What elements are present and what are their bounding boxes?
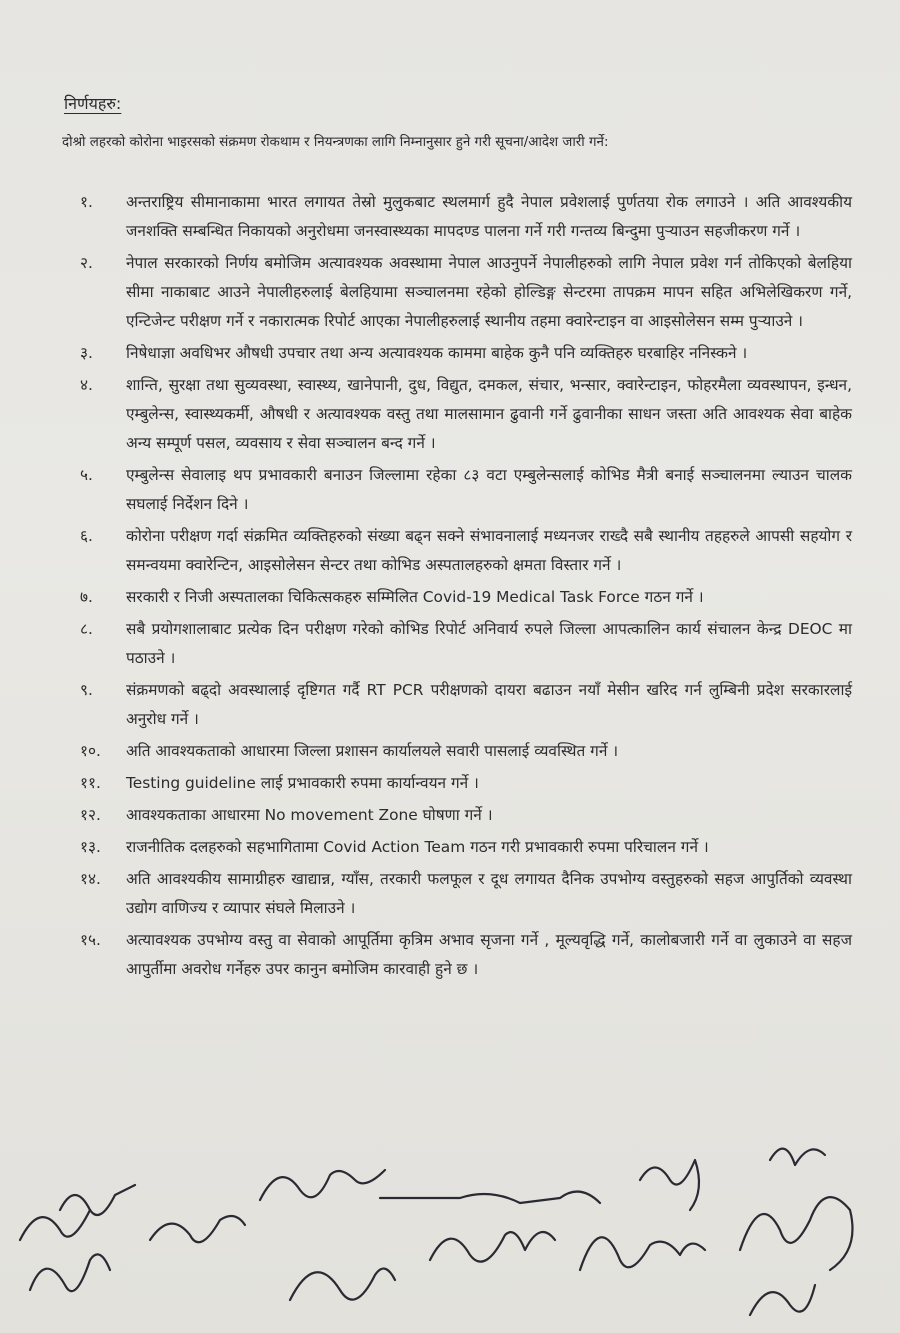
signature-2 bbox=[60, 1185, 135, 1215]
decision-text: अति आवश्यकताको आधारमा जिल्ला प्रशासन कार्यालयले सवारी पासलाई व्यवस्थित गर्ने । bbox=[126, 742, 619, 760]
decision-item bbox=[62, 249, 852, 336]
decision-number: ३. bbox=[80, 344, 93, 362]
decision-item bbox=[62, 522, 852, 580]
signature-5 bbox=[290, 1269, 395, 1300]
decision-number: ४. bbox=[80, 376, 93, 394]
decision-number: १३. bbox=[80, 838, 101, 856]
decision-number: १५. bbox=[80, 931, 101, 949]
decision-number: ११. bbox=[80, 774, 101, 792]
decision-number: ९. bbox=[80, 681, 93, 699]
signature-9 bbox=[640, 1160, 699, 1210]
signature-11 bbox=[770, 1149, 825, 1165]
decision-text: Testing guideline लाई प्रभावकारी रुपमा कार्यान्वयन गर्ने । bbox=[126, 774, 479, 792]
decision-text: सरकारी र निजी अस्पतालका चिकित्सकहरु सम्मिलित Covid-19 Medical Task Force गठन गर्ने । bbox=[126, 588, 704, 606]
decision-item bbox=[62, 339, 852, 368]
decision-number: ८. bbox=[80, 620, 93, 638]
decision-text: एम्बुलेन्स सेवालाइ थप प्रभावकारी बनाउन जिल्लामा रहेका ८३ वटा एम्बुलेन्सलाई कोभिड मैत्री बनाई सञ्चालनमा ल्याउन चालक सघलाई निर्देशन दिने । bbox=[126, 466, 852, 513]
signature-4 bbox=[260, 1170, 385, 1200]
decision-text: संक्रमणको बढ्दो अवस्थालाई दृष्टिगत गर्दै RT PCR परीक्षणको दायरा बढाउन नयाँ मेसीन खरिद गर्न लुम्बिनी प्रदेश सरकारलाई अनुरोध गर्ने । bbox=[126, 681, 852, 728]
decision-text: आवश्यकताका आधारमा No movement Zone घोषणा गर्ने । bbox=[126, 806, 493, 824]
decision-list bbox=[62, 188, 852, 987]
decision-item bbox=[62, 865, 852, 923]
decision-text: अन्तराष्ट्रिय सीमानाकामा भारत लगायत तेस्रो मुलुकबाट स्थलमार्ग हुदै नेपाल प्रवेशलाई पुर्णतया रोक लगाउने । अति आवश्यकीय जनशक्ति सम्बन्धित निकायको अनुरोधमा जनस्वास्थ्यका मापदण्ड पालना गर्ने गरी गन्तव्य बिन्दुमा पुर्‍याउन सहजीकरण गर्ने । bbox=[126, 193, 852, 240]
decision-item bbox=[62, 676, 852, 734]
signature-6 bbox=[380, 1192, 600, 1203]
signature-7 bbox=[430, 1232, 555, 1262]
intro-paragraph: दोश्रो लहरको कोरोना भाइरसको संक्रमण रोकथाम र नियन्त्रणका लागि निम्नानुसार हुने गरी सूचना/आदेश जारी गर्ने: bbox=[62, 135, 609, 150]
decision-number: २. bbox=[80, 254, 93, 272]
decision-item bbox=[62, 769, 852, 798]
decision-number: ५. bbox=[80, 466, 93, 484]
decision-text: कोरोना परीक्षण गर्दा संक्रमित व्यक्तिहरुको संख्या बढ्न सक्ने संभावनालाई मध्यनजर राख्दै सबै स्थानीय तहहरुले आपसी सहयोग र समन्वयमा क्वारेन्टिन, आइसोलेसन सेन्टर तथा कोभिड अस्पतालहरुको क्षमता विस्तार गर्ने । bbox=[126, 527, 852, 574]
decision-number: ७. bbox=[80, 588, 93, 606]
decision-number: १. bbox=[80, 193, 93, 211]
decisions-heading: निर्णयहरु: bbox=[64, 94, 122, 113]
signature-10 bbox=[740, 1197, 853, 1270]
decision-text: सबै प्रयोगशालाबाट प्रत्येक दिन परीक्षण गरेको कोभिड रिपोर्ट अनिवार्य रुपले जिल्ला आपत्कालिन कार्य संचालन केन्द्र DEOC मा पठाउने । bbox=[126, 620, 852, 667]
decision-text: नेपाल सरकारको निर्णय बमोजिम अत्यावश्यक अवस्थामा नेपाल आउनुपर्ने नेपालीहरुको लागि नेपाल प्रवेश गर्न तोकिएको बेलहिया सीमा नाकाबाट आउने नेपालीहरुलाई बेलहियामा सञ्चालनमा रहेको होल्डिङ्ग सेन्टरमा तापक्रम मापन सहित अभिलेखिकरण गर्ने, एन्टिजेन्ट परीक्षण गर्ने र नकारात्मक रिपोर्ट आएका नेपालीहरुलाई स्थानीय तहमा क्वारेन्टाइन वा आइसोलेसन सम्म पुर्‍याउने । bbox=[126, 254, 852, 330]
decision-item bbox=[62, 833, 852, 862]
decision-item bbox=[62, 615, 852, 673]
decision-item bbox=[62, 583, 852, 612]
decision-text: निषेधाज्ञा अवधिभर औषधी उपचार तथा अन्य अत्यावश्यक काममा बाहेक कुनै पनि व्यक्तिहरु घरबाहिर ननिस्कने । bbox=[126, 344, 748, 362]
signatures bbox=[0, 1140, 900, 1333]
decision-number: १२. bbox=[80, 806, 101, 824]
signature-8 bbox=[580, 1237, 705, 1270]
decision-text: अत्यावश्यक उपभोग्य वस्तु वा सेवाको आपूर्तिमा कृत्रिम अभाव सृजना गर्ने , मूल्यवृद्धि गर्ने, कालोबजारी गर्ने वा लुकाउने वा सहज आपुर्तीमा अवरोध गर्नेहरु उपर कानुन बमोजिम कारवाही हुने छ । bbox=[126, 931, 852, 978]
decision-item bbox=[62, 461, 852, 519]
decision-number: १०. bbox=[80, 742, 101, 760]
signature-3 bbox=[150, 1216, 245, 1242]
decision-number: ६. bbox=[80, 527, 93, 545]
decision-number: १४. bbox=[80, 870, 101, 888]
decision-item bbox=[62, 737, 852, 766]
decision-item bbox=[62, 371, 852, 458]
decision-item bbox=[62, 188, 852, 246]
decision-text: शान्ति, सुरक्षा तथा सुव्यवस्था, स्वास्थ्य, खानेपानी, दुध, विद्युत, दमकल, संचार, भन्सार, क्वारेन्टाइन, फोहरमैला व्यवस्थापन, इन्धन, एम्बुलेन्स, स्वास्थ्यकर्मी, औषधी र अत्यावश्यक वस्तु तथा मालसामान ढुवानी गर्ने ढुवानीका साधन जस्ता अति आवश्यक सेवा बाहेक अन्य सम्पूर्ण पसल, व्यवसाय र सेवा सञ्चालन बन्द गर्ने । bbox=[126, 376, 852, 452]
decision-text: राजनीतिक दलहरुको सहभागितामा Covid Action Team गठन गरी प्रभावकारी रुपमा परिचालन गर्ने । bbox=[126, 838, 709, 856]
decision-item bbox=[62, 926, 852, 984]
signature-1 bbox=[20, 1210, 110, 1291]
decision-text: अति आवश्यकीय सामाग्रीहरु खाद्यान्न, ग्याँस, तरकारी फलफूल र दूध लगायत दैनिक उपभोग्य वस्तुहरुको सहज आपुर्तिको व्यवस्था उद्योग वाणिज्य र व्यापार संघले मिलाउने । bbox=[126, 870, 852, 917]
decision-item bbox=[62, 801, 852, 830]
signature-12 bbox=[750, 1285, 815, 1315]
